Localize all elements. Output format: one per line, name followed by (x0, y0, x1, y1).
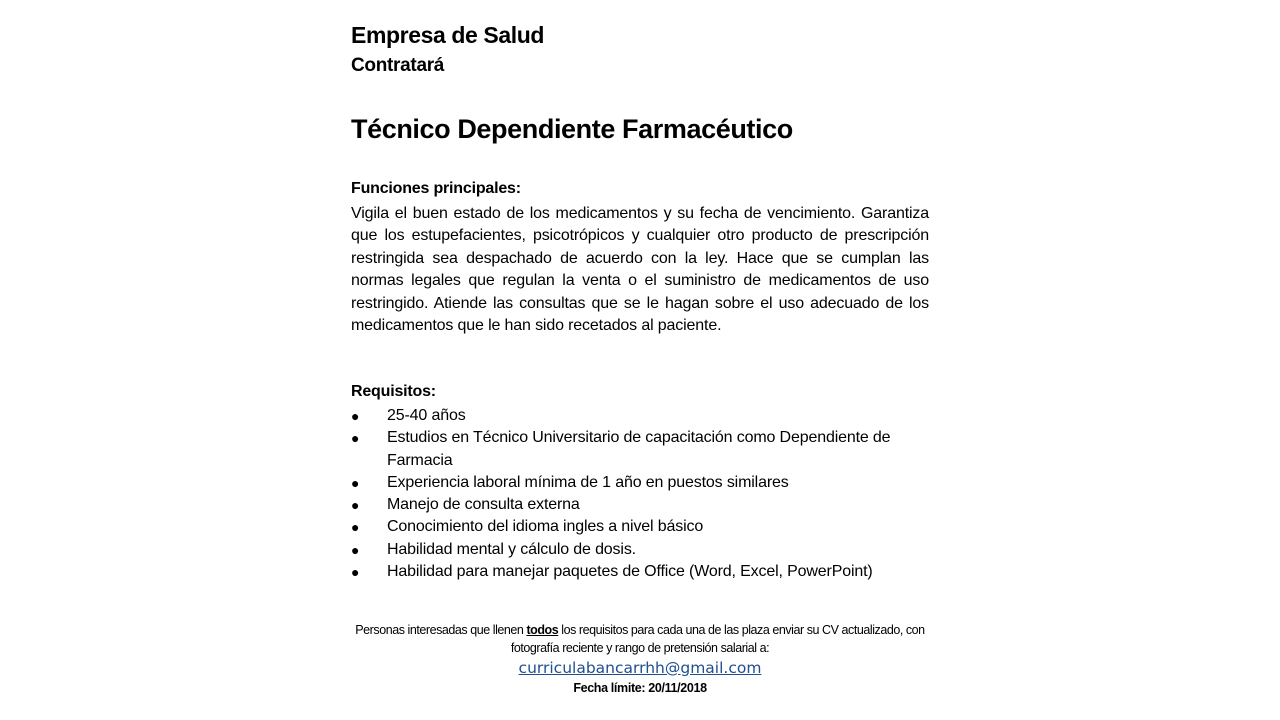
list-item (351, 539, 921, 561)
requirement-text: Habilidad mental y cálculo de dosis. (387, 540, 636, 558)
list-item (351, 427, 921, 472)
instructions-text-start: Personas interesadas que llenen (355, 623, 527, 637)
job-title: Técnico Dependiente Farmacéutico (351, 114, 793, 144)
functions-heading: Funciones principales: (351, 180, 521, 197)
bullet-icon: ● (351, 497, 360, 514)
job-posting-document (351, 0, 929, 720)
application-instructions (351, 621, 929, 697)
requirement-text: 25-40 años (387, 407, 466, 424)
list-item (351, 561, 921, 583)
email-link[interactable]: curriculabancarrhh@gmail.com (518, 659, 762, 677)
bullet-icon: ● (351, 474, 360, 491)
requirements-list (351, 405, 921, 583)
requirement-text: Habilidad para manejar paquetes de Office (Word, Excel, PowerPoint) (387, 563, 873, 581)
instructions-emphasis: todos (526, 623, 559, 637)
list-item (351, 516, 921, 538)
list-item (351, 472, 921, 494)
requirement-text: Experiencia laboral mínima de 1 año en puestos similares (387, 473, 789, 491)
list-item (351, 494, 921, 516)
functions-description: Vigila el buen estado de los medicamentos y su fecha de vencimiento. Garantiza que los estupefacientes, psicotrópicos y cualquier otro producto de prescripción restringida sea despachado de acuerdo con la ley. Hace que se cumplan las normas legales que regulan la venta o el suministro de medicamentos de uso restringido. Atiende las consultas que se le hagan sobre el uso adecuado de los medicamentos que le han sido recetados al paciente. (351, 205, 929, 335)
bullet-icon: ● (351, 541, 360, 558)
list-item (351, 405, 921, 427)
application-deadline: Fecha límite: 20/11/2018 (573, 681, 707, 695)
bullet-icon: ● (351, 408, 360, 424)
requirement-text: Conocimiento del idioma ingles a nivel básico (387, 518, 704, 536)
instructions-text-end: los requisitos para cada una de las plaza enviar su CV actualizado, con fotografía reciente y rango de pretensión salarial a: (510, 623, 925, 655)
requirement-text: Estudios en Técnico Universitario de capacitación como Dependiente de Farmacia (387, 429, 891, 469)
requirement-text: Manejo de consulta externa (387, 496, 580, 514)
company-name: Empresa de Salud (351, 22, 545, 48)
bullet-icon: ● (351, 519, 360, 536)
requirements-heading: Requisitos: (351, 383, 436, 400)
bullet-icon: ● (351, 430, 360, 447)
bullet-icon: ● (351, 564, 360, 581)
hiring-label: Contratará (351, 55, 445, 76)
